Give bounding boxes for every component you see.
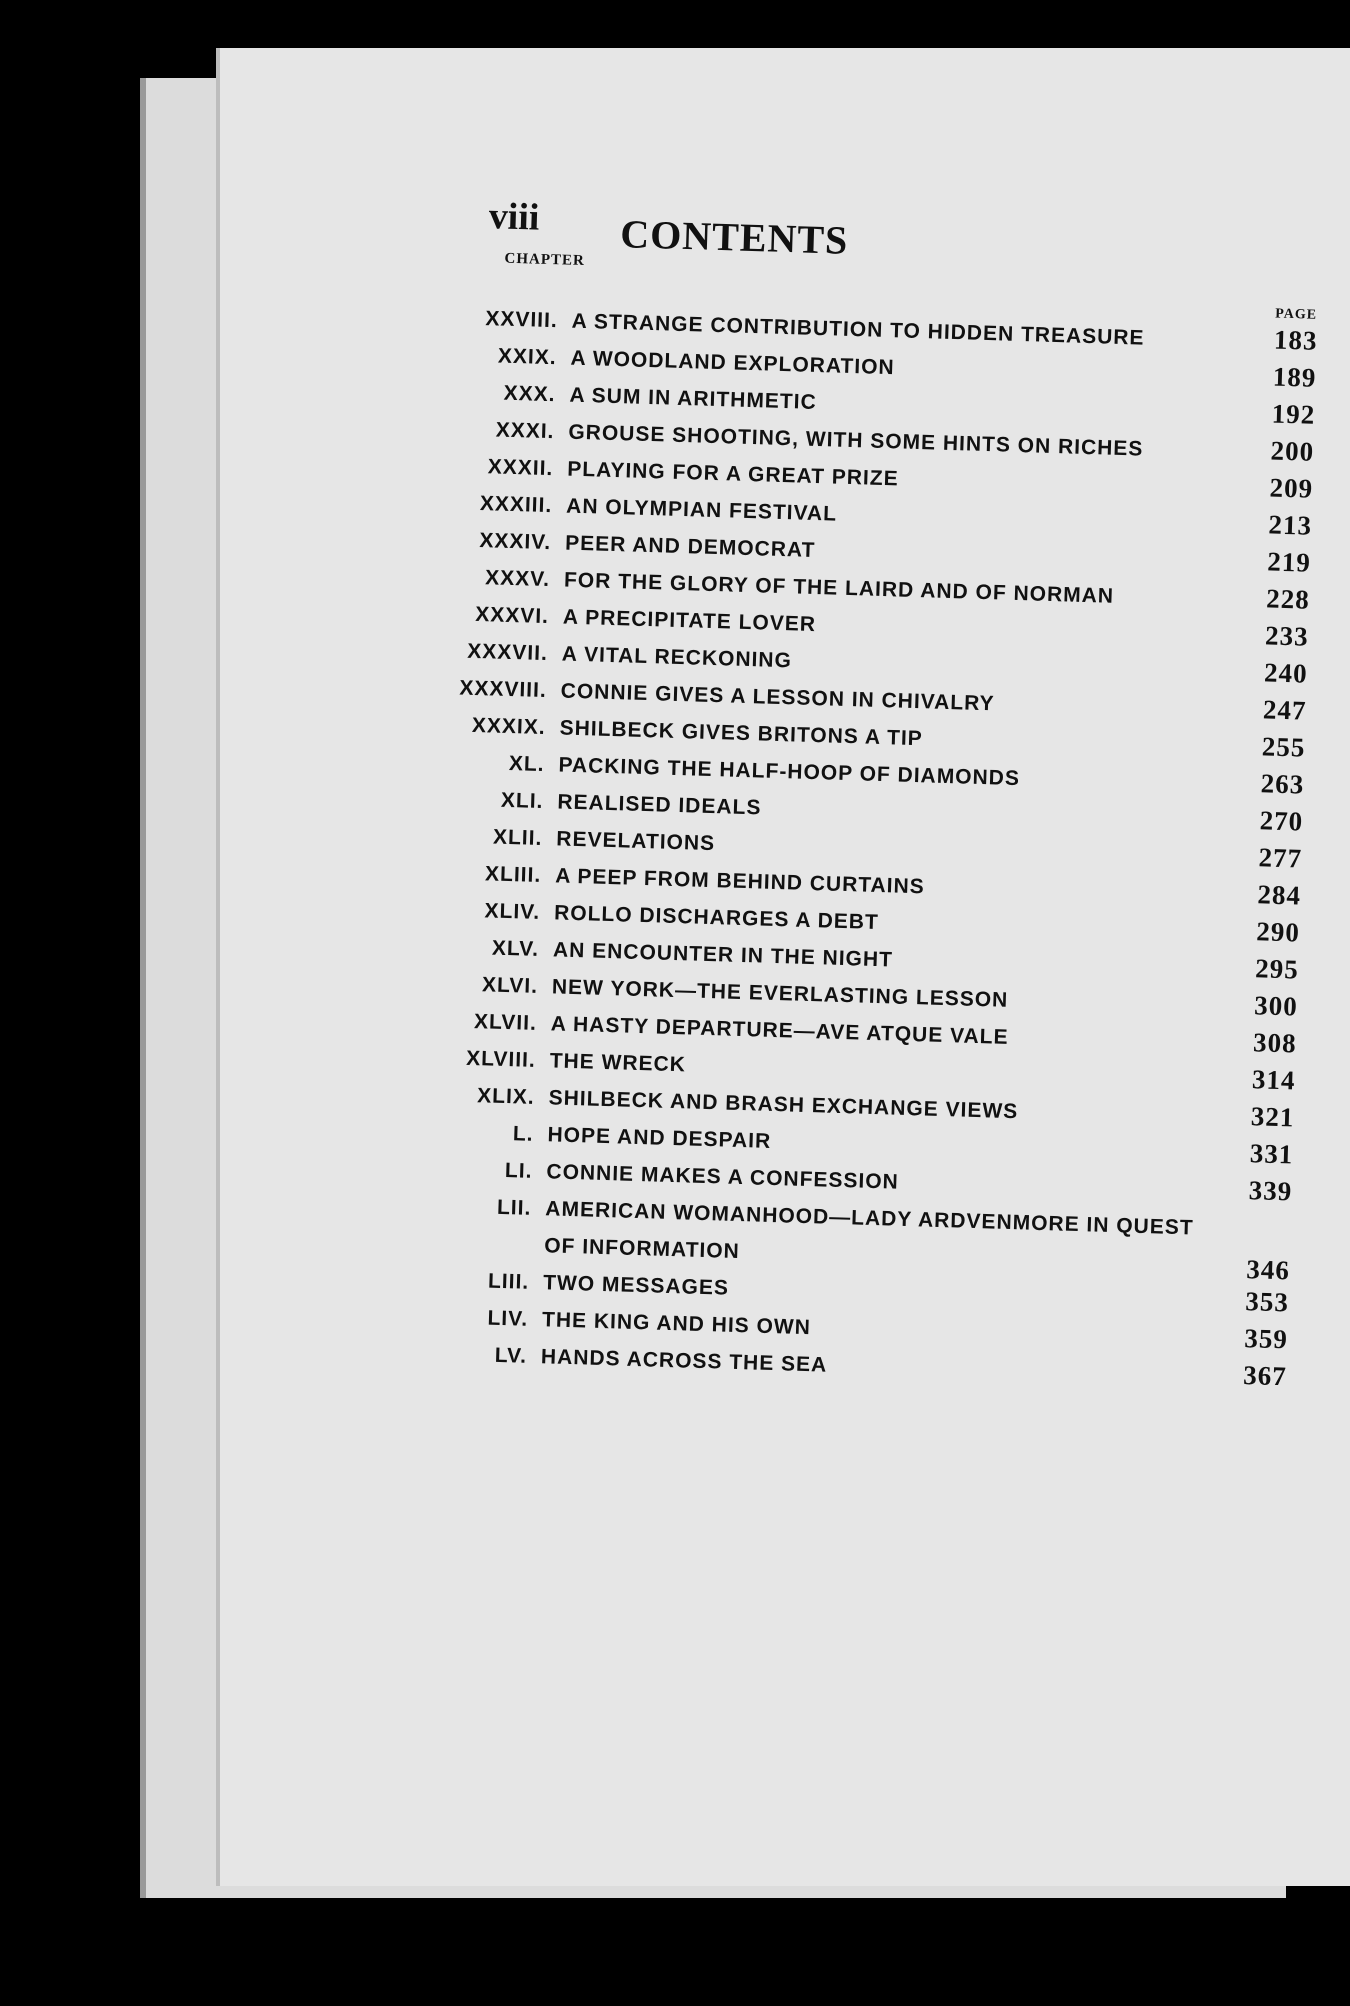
chapter-numeral: LIV.	[487, 1306, 529, 1331]
chapter-title: A VITAL RECKONING	[561, 642, 793, 673]
page-number: 290	[1255, 916, 1301, 948]
chapter-title: PLAYING FOR A GREAT PRIZE	[566, 457, 899, 491]
page-number: 270	[1259, 805, 1304, 837]
chapter-numeral: XXXI.	[495, 418, 555, 444]
contents-list	[406, 299, 1317, 1398]
chapter-title: CONNIE MAKES A CONFESSION	[546, 1160, 900, 1194]
page-number: 331	[1249, 1138, 1294, 1170]
chapter-title: A PEEP FROM BEHIND CURTAINS	[554, 864, 926, 899]
page-number: 263	[1260, 768, 1305, 800]
chapter-numeral: XLIV.	[484, 899, 541, 924]
page-number: 300	[1253, 990, 1299, 1022]
page-number: 295	[1254, 953, 1300, 985]
chapter-numeral: XXIX.	[497, 344, 557, 370]
chapter-title: REVELATIONS	[556, 827, 716, 856]
chapter-title: SHILBECK GIVES BRITONS A TIP	[559, 716, 924, 751]
chapter-title: CONNIE GIVES A LESSON IN CHIVALRY	[560, 679, 995, 716]
page-number: 209	[1269, 472, 1314, 504]
page-number: 353	[1245, 1286, 1290, 1318]
chapter-title: PACKING THE HALF-HOOP OF DIAMONDS	[558, 753, 1021, 791]
page-number: 359	[1243, 1323, 1289, 1355]
chapter-title: TWO MESSAGES	[542, 1271, 730, 1300]
chapter-numeral: XXXIX.	[471, 713, 546, 740]
page-number: 277	[1258, 842, 1303, 874]
page-number: 192	[1271, 398, 1316, 430]
chapter-numeral: XLIX.	[476, 1084, 536, 1109]
chapter-numeral: XXXVII.	[467, 639, 549, 666]
page-number: 339	[1248, 1175, 1293, 1207]
chapter-numeral: XXXVIII.	[459, 676, 548, 703]
page-number: 213	[1268, 509, 1313, 541]
page-number: 219	[1266, 546, 1312, 578]
page-number: 183	[1273, 324, 1318, 356]
page-number: 346	[1245, 1254, 1291, 1286]
chapter-numeral: XL.	[508, 752, 545, 777]
chapter-column-label: CHAPTER	[504, 250, 586, 270]
page-number: 240	[1263, 657, 1309, 689]
page-number: 189	[1272, 361, 1317, 393]
chapter-numeral: XLVI.	[481, 973, 539, 998]
page-title: CONTENTS	[619, 211, 849, 263]
chapter-title: SHILBECK AND BRASH EXCHANGE VIEWS	[548, 1086, 1019, 1124]
chapter-title: AN ENCOUNTER IN THE NIGHT	[552, 938, 894, 972]
chapter-title: THE KING AND HIS OWN	[541, 1308, 812, 1340]
chapter-numeral: XXVIII.	[485, 307, 559, 333]
chapter-numeral: XLII.	[492, 825, 543, 851]
chapter-numeral: XLV.	[491, 936, 540, 961]
page-number: 200	[1270, 435, 1315, 467]
chapter-numeral: LII.	[496, 1195, 532, 1220]
chapter-title: THE WRECK	[549, 1049, 687, 1077]
chapter-title: A STRANGE CONTRIBUTION TO HIDDEN TREASURE	[571, 309, 1145, 350]
chapter-numeral: XXXII.	[487, 455, 554, 481]
chapter-title: NEW YORK—THE EVERLASTING LESSON	[551, 975, 1009, 1012]
chapter-numeral: L.	[512, 1122, 534, 1146]
chapter-title: PEER AND DEMOCRAT	[564, 531, 816, 562]
chapter-title: AN OLYMPIAN FESTIVAL	[565, 494, 838, 526]
contents-page	[220, 48, 1350, 1886]
chapter-title: REALISED IDEALS	[557, 790, 762, 820]
chapter-title: HANDS ACROSS THE SEA	[540, 1345, 828, 1377]
chapter-title: FOR THE GLORY OF THE LAIRD AND OF NORMAN	[563, 568, 1115, 608]
chapter-numeral: XLVII.	[473, 1010, 538, 1035]
chapter-numeral: LI.	[504, 1159, 533, 1183]
page-number: 314	[1251, 1064, 1296, 1096]
chapter-title: A SUM IN ARITHMETIC	[569, 383, 818, 414]
folio-number: viii	[488, 195, 541, 239]
chapter-numeral: LV.	[494, 1343, 528, 1368]
page-number: 255	[1261, 731, 1306, 763]
chapter-title: A HASTY DEPARTURE—AVE ATQUE VALE	[550, 1012, 1009, 1049]
page-number: 233	[1264, 620, 1310, 652]
chapter-numeral: XXXIV.	[479, 529, 552, 555]
chapter-numeral: XXXIII.	[479, 492, 553, 518]
chapter-title: HOPE AND DESPAIR	[547, 1123, 772, 1153]
chapter-title: A PRECIPITATE LOVER	[562, 605, 817, 637]
chapter-numeral: XXXVI.	[474, 602, 550, 629]
chapter-numeral: XLVIII.	[465, 1046, 537, 1072]
page-number: 321	[1250, 1101, 1295, 1133]
page-content	[172, 30, 1350, 1901]
chapter-title: AMERICAN WOMANHOOD—LADY ARDVENMORE IN QUEST OF INFORMATION	[543, 1197, 1194, 1264]
page-number: 284	[1257, 879, 1302, 911]
page-number: 228	[1265, 583, 1311, 615]
chapter-title: A WOODLAND EXPLORATION	[570, 346, 895, 380]
page-column-label: PAGE	[1275, 306, 1318, 323]
page-number: 247	[1262, 694, 1307, 726]
chapter-numeral: XXX.	[503, 381, 556, 407]
chapter-numeral: XLIII.	[484, 862, 542, 888]
chapter-numeral: XLI.	[500, 788, 544, 814]
chapter-numeral: XXXV.	[484, 566, 551, 592]
chapter-title: ROLLO DISCHARGES A DEBT	[553, 901, 880, 935]
page-number: 308	[1252, 1027, 1298, 1059]
chapter-title: GROUSE SHOOTING, WITH SOME HINTS ON RICHES	[568, 420, 1144, 461]
page-number: 367	[1242, 1360, 1288, 1392]
chapter-numeral: LIII.	[487, 1269, 530, 1294]
